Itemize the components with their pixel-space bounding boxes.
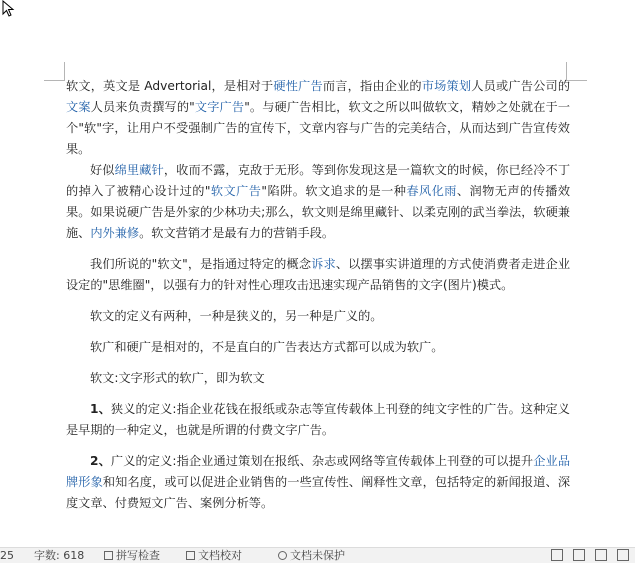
link-market-planning[interactable]: 市场策划 — [421, 79, 472, 93]
paragraph-8: 2、广义的定义:指企业通过策划在报纸、杂志或网络等宣传载体上刊登的可以提升企业品牌形象和知名度，或可以促进企业销售的一些宣传性、阐释性文章，包括特定的新闻报道、深度文章、付费短文广告、案例分析等。 — [66, 454, 571, 510]
page-number[interactable]: 25 — [0, 549, 14, 562]
fullscreen-icon[interactable] — [551, 549, 563, 561]
link-appeal[interactable]: 诉求 — [311, 257, 336, 271]
paragraph-6: 软文:文字形式的软广，即为软文 — [90, 371, 265, 385]
link-spring-breeze[interactable]: 春风化雨 — [406, 184, 457, 198]
link-copywriting[interactable]: 文案 — [66, 100, 91, 114]
protect-button[interactable]: 文档未保护 — [278, 548, 345, 563]
link-brand-image[interactable]: 企业品牌形象 — [66, 454, 571, 489]
paragraph-2: 好似绵里藏针，收而不露，克敌于无形。等到你发现这是一篇软文的时候，你已经冷不丁的掉入了被精心设计过的"软文广告"陷阱。软文追求的是一种春风化雨、润物无声的传播效果。如果说硬广告是外家的少林功夫;那么，软文则是绵里藏针、以柔克刚的武当拳法，软硬兼施、内外兼修。软文营销才是最有力的营销手段。 — [66, 163, 571, 240]
status-bar — [0, 547, 635, 563]
reading-mode-icon[interactable] — [573, 549, 585, 561]
shield-icon — [278, 551, 287, 560]
proofread-button[interactable]: 文档校对 — [186, 548, 242, 563]
document-body[interactable] — [66, 76, 570, 514]
link-soft-ad[interactable]: 软文广告 — [210, 184, 262, 198]
word-count[interactable]: 字数: 618 — [34, 549, 85, 562]
paragraph-3: 我们所说的"软文"，是指通过特定的概念诉求、以摆事实讲道理的方式使消费者走进企业设定的"思维圈"，以强有力的针对性心理攻击迅速实现产品销售的文字(图片)模式。 — [66, 257, 571, 292]
paragraph-1: 软文，英文是 Advertorial，是相对于硬性广告而言，指由企业的市场策划人员或广告公司的文案人员来负责撰写的"文字广告"。与硬广告相比，软文之所以叫做软文，精妙之处就在于一个"软"字，让用户不受强制广告的宣传下，文章内容与广告的完美结合，从而达到广告宣传效果。 — [66, 79, 571, 156]
paragraph-7: 1、狭义的定义:指企业花钱在报纸或杂志等宣传载体上刊登的纯文字性的广告。这种定义是早期的一种定义，也就是所谓的付费文字广告。 — [66, 402, 570, 437]
link-hard-ad[interactable]: 硬性广告 — [273, 79, 323, 93]
spell-check-button[interactable]: 拼写检查 — [104, 548, 160, 563]
paragraph-5: 软广和硬广是相对的，不是直白的广告表达方式都可以成为软广。 — [90, 340, 444, 354]
web-layout-icon[interactable] — [595, 549, 607, 561]
link-text-ad[interactable]: 文字广告 — [194, 100, 245, 114]
zoom-icon[interactable] — [617, 549, 629, 561]
link-needle[interactable]: 绵里藏针 — [114, 163, 164, 177]
link-inside-outside[interactable]: 内外兼修 — [90, 226, 140, 240]
proofread-icon — [186, 551, 195, 560]
mouse-cursor-icon — [2, 0, 18, 18]
paragraph-4: 软文的定义有两种，一种是狭义的，另一种是广义的。 — [90, 309, 383, 323]
checkbox-icon — [104, 551, 113, 560]
page-corner-mark-left — [44, 62, 65, 81]
